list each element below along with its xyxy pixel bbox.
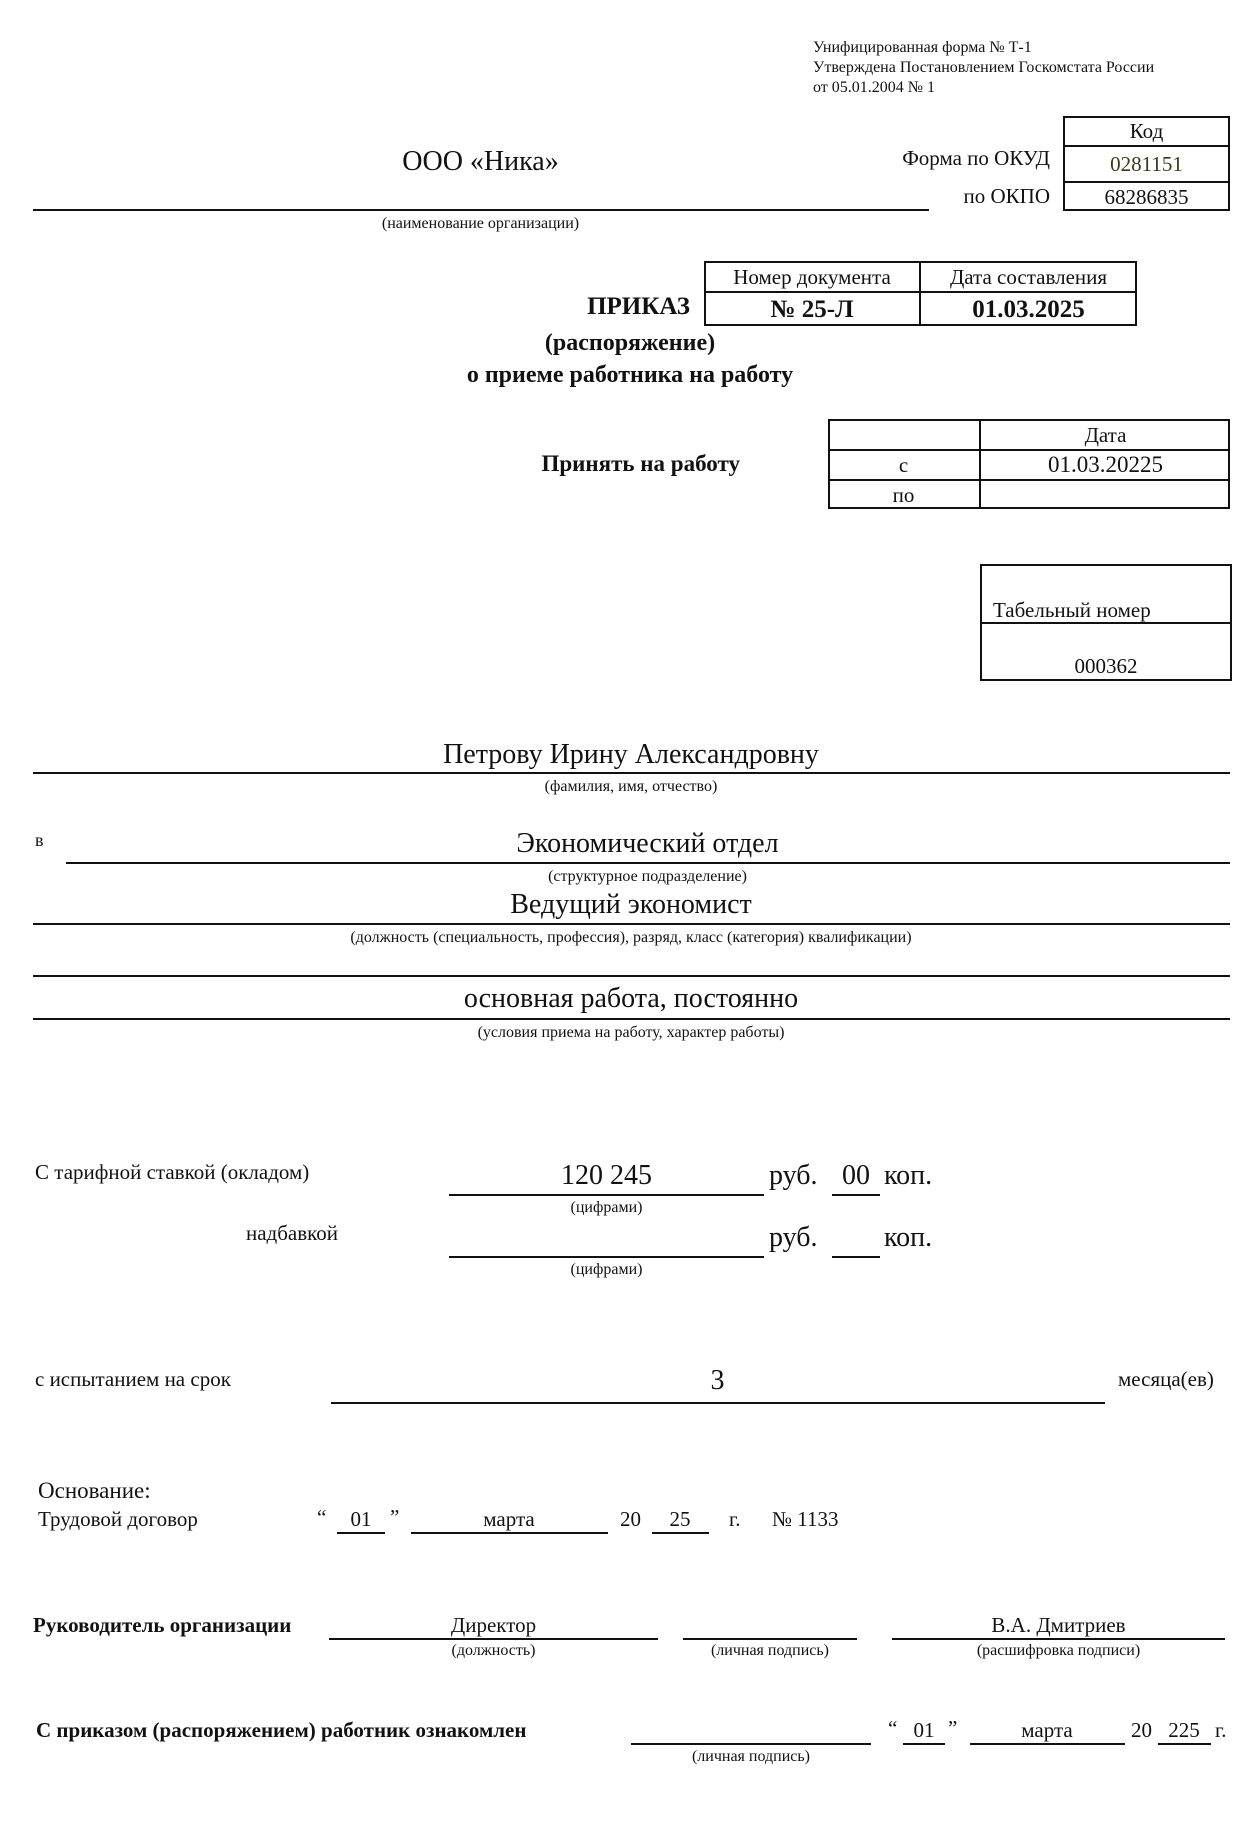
head-position-caption: (должность) bbox=[451, 1642, 536, 1659]
acquainted-signature-line bbox=[631, 1743, 871, 1745]
basis-quote-open: “ bbox=[317, 1505, 327, 1529]
rate-kop-label: коп. bbox=[884, 1160, 933, 1191]
bonus-line bbox=[449, 1256, 764, 1258]
bonus-kop-line bbox=[832, 1256, 880, 1258]
doc-date-value: 01.03.2025 bbox=[972, 295, 1085, 323]
tabel-value: 000362 bbox=[1074, 653, 1138, 678]
okpo-label: по ОКПО bbox=[963, 184, 1050, 208]
rate-value: 120 245 bbox=[561, 1160, 652, 1191]
basis-year-prefix: 20 bbox=[620, 1507, 641, 1531]
basis-year-line bbox=[652, 1532, 709, 1534]
rate-line bbox=[449, 1194, 764, 1196]
basis-number: № 1133 bbox=[772, 1507, 839, 1531]
employee-position: Ведущий экономист bbox=[510, 889, 752, 920]
hire-label: Принять на работу bbox=[541, 451, 740, 476]
okud-value: 0281151 bbox=[1110, 151, 1183, 176]
organization-line bbox=[33, 209, 929, 211]
department-line bbox=[66, 862, 1230, 864]
organization-caption: (наименование организации) bbox=[381, 215, 580, 232]
acquainted-quote-open: “ bbox=[888, 1716, 898, 1740]
head-name: В.А. Дмитриев bbox=[991, 1613, 1126, 1637]
okpo-value: 68286835 bbox=[1104, 184, 1189, 209]
form-header-line3: от 05.01.2004 № 1 bbox=[813, 79, 936, 96]
acquainted-day-line bbox=[903, 1743, 945, 1745]
rate-digits-caption: (цифрами) bbox=[570, 1199, 643, 1216]
head-name-line bbox=[892, 1638, 1225, 1640]
organization-name: ООО «Ника» bbox=[402, 146, 559, 177]
employee-department: Экономический отдел bbox=[516, 828, 779, 859]
tabel-label: Табельный номер bbox=[993, 598, 1151, 622]
basis-label: Основание: bbox=[38, 1478, 151, 1503]
basis-month-line bbox=[411, 1532, 608, 1534]
basis-quote-close: ” bbox=[390, 1505, 400, 1529]
doc-number-value: № 25-Л bbox=[770, 295, 854, 323]
hire-to-value bbox=[981, 481, 1230, 509]
probation-line bbox=[331, 1402, 1105, 1404]
acquainted-year-suffix: 225 bbox=[1168, 1718, 1200, 1742]
okud-label: Форма по ОКУД bbox=[902, 146, 1050, 170]
bonus-label: надбавкой bbox=[246, 1221, 339, 1245]
bonus-rub-label: руб. bbox=[769, 1222, 818, 1253]
acquainted-quote-close: ” bbox=[948, 1716, 958, 1740]
conditions-line bbox=[33, 1018, 1230, 1020]
bonus-kop-label: коп. bbox=[884, 1222, 933, 1253]
acquainted-g: г. bbox=[1215, 1718, 1227, 1742]
head-label: Руководитель организации bbox=[33, 1613, 292, 1637]
employee-fio-caption: (фамилия, имя, отчество) bbox=[544, 778, 718, 795]
rate-kop-value: 00 bbox=[842, 1160, 870, 1191]
position-line bbox=[33, 923, 1230, 925]
head-position-line bbox=[329, 1638, 658, 1640]
head-name-caption: (расшифровка подписи) bbox=[976, 1642, 1141, 1659]
form-header-line1: Унифицированная форма № Т-1 bbox=[813, 39, 1032, 56]
order-title: ПРИКАЗ bbox=[587, 293, 690, 320]
head-signature-caption: (личная подпись) bbox=[710, 1642, 830, 1659]
acquainted-signature-caption: (личная подпись) bbox=[691, 1748, 811, 1765]
acquainted-year-line bbox=[1158, 1743, 1211, 1745]
order-purpose: о приеме работника на работу bbox=[466, 362, 794, 388]
hire-from-value: 01.03.20225 bbox=[1048, 452, 1163, 477]
probation-value: 3 bbox=[710, 1365, 725, 1396]
in-label: в bbox=[35, 830, 44, 850]
basis-g: г. bbox=[729, 1507, 741, 1531]
order-subtitle: (распоряжение) bbox=[544, 330, 716, 356]
employee-fio-line bbox=[33, 772, 1230, 774]
department-caption: (структурное подразделение) bbox=[548, 868, 747, 885]
basis-doc: Трудовой договор bbox=[38, 1507, 198, 1531]
acquainted-month: марта bbox=[1021, 1718, 1073, 1742]
acquainted-month-line bbox=[970, 1743, 1125, 1745]
basis-year-suffix: 25 bbox=[669, 1507, 691, 1531]
probation-label: с испытанием на срок bbox=[35, 1367, 231, 1391]
employee-conditions: основная работа, постоянно bbox=[463, 983, 799, 1014]
extra-line bbox=[33, 975, 1230, 977]
head-signature-line bbox=[683, 1638, 857, 1640]
acquainted-year-prefix: 20 bbox=[1131, 1718, 1152, 1742]
bonus-digits-caption: (цифрами) bbox=[570, 1261, 643, 1278]
rate-rub-label: руб. bbox=[769, 1160, 818, 1191]
conditions-caption: (условия приема на работу, характер работы) bbox=[477, 1024, 785, 1041]
hire-to-label: по bbox=[892, 482, 915, 507]
basis-month: марта bbox=[483, 1507, 535, 1531]
employee-fio: Петрову Ирину Александровну bbox=[443, 739, 819, 770]
doc-date-header: Дата составления bbox=[949, 264, 1108, 289]
probation-unit: месяца(ев) bbox=[1118, 1367, 1214, 1391]
acquainted-label: С приказом (распоряжением) работник ознакомлен bbox=[36, 1718, 527, 1742]
rate-label: С тарифной ставкой (окладом) bbox=[35, 1160, 310, 1184]
position-caption: (должность (специальность, профессия), разряд, класс (категория) квалификации) bbox=[350, 929, 912, 946]
basis-day-line bbox=[337, 1532, 385, 1534]
hire-date-header: Дата bbox=[1084, 422, 1127, 447]
kod-header: Код bbox=[1129, 118, 1164, 143]
form-header bbox=[813, 38, 1154, 98]
form-header-line2: Утверждена Постановлением Госкомстата России bbox=[813, 59, 1155, 76]
basis-day: 01 bbox=[350, 1507, 372, 1531]
doc-number-header: Номер документа bbox=[733, 264, 891, 289]
hire-from-label: с bbox=[898, 452, 909, 477]
rate-kop-line bbox=[832, 1194, 880, 1196]
acquainted-day: 01 bbox=[913, 1718, 935, 1742]
head-position: Директор bbox=[450, 1613, 537, 1637]
